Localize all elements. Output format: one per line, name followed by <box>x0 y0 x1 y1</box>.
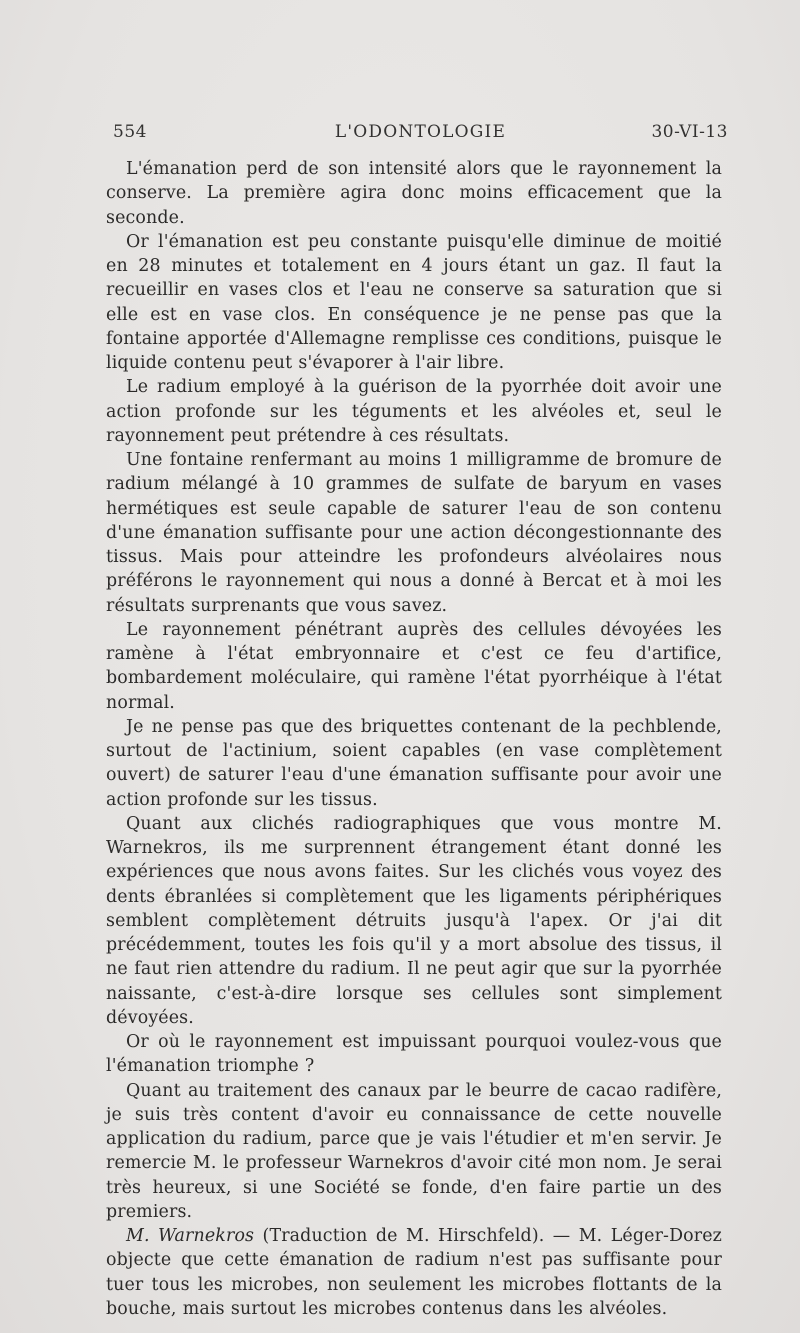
journal-title: L'ODONTOLOGIE <box>334 122 507 142</box>
paragraph: Quant aux clichés radiographiques que vous montre M. Warnekros, ils me surprennent étrangement étant donné les expériences que nous avons faites. Sur les clichés vous voyez des dents ébranlées si complètement que les ligaments périphériques semblent complètement détruits jusqu'à l'apex. Or j'ai dit précédemment, toutes les fois qu'il y a mort absolue des tissus, il ne faut rien attendre du radium. Il ne peut agir que sur la pyorrhée naissante, c'est-à-dire lorsque ses cellules sont simplement dévoyées. <box>106 813 722 1028</box>
page-number: 554 <box>113 122 147 142</box>
paragraph: Je ne pense pas que des briquettes contenant de la pechblende, surtout de l'actinium, soient capables (en vase complètement ouvert) de saturer l'eau d'une émanation suffisante pour avoir une action profonde sur les tissus. <box>106 716 722 810</box>
speaker-name: M. Warnekros <box>126 1226 255 1246</box>
speaker-text: (Traduction de M. Hirschfeld). — M. Léger-Dorez objecte que cette émanation de radium n'est pas suffisante pour tuer tous les microbes, non seulement les microbes flottants de la bouche, mais surtout les microbes contenus dans les alvéoles. <box>106 1226 722 1319</box>
paragraph: Le rayonnement pénétrant auprès des cellules dévoyées les ramène à l'état embryonnaire et c'est ce feu d'artifice, bombardement moléculaire, qui ramène l'état pyorrhéique à l'état normal. <box>106 619 722 713</box>
running-header <box>113 122 728 146</box>
paragraph: L'émanation perd de son intensité alors que le rayonnement la conserve. La première agira donc moins efficacement que la seconde. <box>106 159 722 228</box>
body-text <box>106 157 722 1321</box>
issue-date: 30-VI-13 <box>651 122 728 142</box>
paragraph: Or où le rayonnement est impuissant pourquoi voulez-vous que l'émanation triomphe ? <box>106 1032 722 1077</box>
paragraph: Or l'émanation est peu constante puisqu'elle diminue de moitié en 28 minutes et totalement en 4 jours étant un gaz. Il faut la recueillir en vases clos et l'eau ne conserve sa saturation que si elle est en vase clos. En conséquence je ne pense pas que la fontaine apportée d'Allemagne remplisse ces conditions, puisque le liquide contenu peut s'évaporer à l'air libre. <box>106 231 722 373</box>
paragraph: Une fontaine renfermant au moins 1 milligramme de bromure de radium mélangé à 10 grammes de sulfate de baryum en vases hermétiques est seule capable de saturer l'eau de son contenu d'une émanation suffisante pour une action décongestionnante des tissus. Mais pour atteindre les profondeurs alvéolaires nous préférons le rayonnement qui nous a donné à Bercat et à moi les résultats surprenants que vous savez. <box>106 450 722 616</box>
paragraph-speaker <box>106 1224 722 1321</box>
paragraph: Le radium employé à la guérison de la pyorrhée doit avoir une action profonde sur les téguments et les alvéoles et, seul le rayonnement peut prétendre à ces résultats. <box>106 377 722 446</box>
paragraph: Quant au traitement des canaux par le beurre de cacao radifère, je suis très content d'avoir eu connaissance de cette nouvelle application du radium, parce que je vais l'étudier et m'en servir. Je remercie M. le professeur Warnekros d'avoir cité mon nom. Je serai très heureux, si une Société se fonde, d'en faire partie un des premiers. <box>106 1080 722 1222</box>
